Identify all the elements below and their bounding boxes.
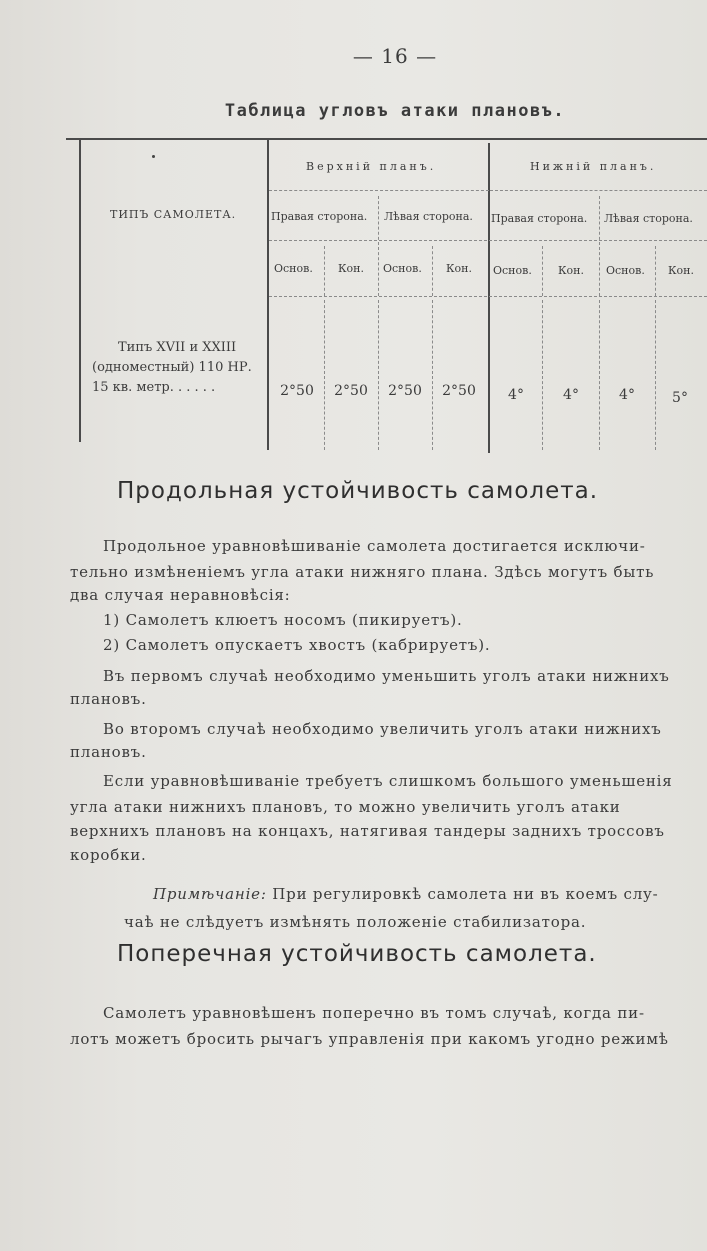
table-header-rule	[269, 240, 707, 241]
note-text: При регулировкѣ самолета ни въ коемъ слу-	[272, 885, 659, 903]
table-body-divider	[324, 300, 325, 450]
text-line: верхнихъ плановъ на концахъ, натягивая тандеры заднихъ троссовъ	[70, 822, 665, 840]
table-subcol-divider	[324, 246, 325, 296]
table-left-rule	[79, 140, 81, 442]
section-heading-longitudinal: Продольная устойчивость самолета.	[117, 478, 599, 504]
ink-speck	[152, 155, 155, 158]
lower-right-end-header: Кон.	[558, 264, 584, 277]
section-heading-lateral: Поперечная устойчивость самолета.	[117, 941, 597, 967]
table-header-rule	[490, 190, 707, 191]
text-line: Если уравновѣшиваніе требуетъ слишкомъ большого уменьшенія	[103, 772, 673, 790]
value-upper-left-end: 2°50	[442, 383, 476, 399]
page-number: — 16 —	[352, 44, 438, 68]
upper-left-end-header: Кон.	[446, 262, 472, 275]
row-type-line2: (одноместный) 110 НР.	[92, 360, 252, 375]
note-line2: чаѣ не слѣдуетъ измѣнять положеніе стабилизатора.	[124, 913, 587, 931]
lower-left-side-header: Лѣвая сторона.	[604, 212, 693, 225]
upper-left-side-header: Лѣвая сторона.	[384, 210, 473, 223]
table-subcol-divider	[655, 246, 656, 296]
table-header-rule	[269, 296, 707, 297]
table-subcol-divider	[432, 246, 433, 296]
table-header-rule	[269, 190, 489, 191]
text-line: 1) Самолетъ клюетъ носомъ (пикируетъ).	[103, 611, 463, 629]
table-body-divider	[432, 300, 433, 450]
lower-right-base-header: Основ.	[493, 264, 532, 277]
table-side-divider	[378, 196, 379, 296]
text-line: угла атаки нижнихъ плановъ, то можно увеличить уголъ атаки	[70, 798, 621, 816]
table-subcol-divider	[542, 246, 543, 296]
upper-plan-header: Верхній планъ.	[306, 160, 437, 173]
note-label: Примѣчаніе:	[153, 885, 267, 903]
lower-left-base-header: Основ.	[606, 264, 645, 277]
upper-right-end-header: Кон.	[338, 262, 364, 275]
text-line: плановъ.	[70, 690, 147, 708]
table-top-rule	[66, 138, 707, 140]
table-body-divider	[378, 300, 379, 450]
upper-right-base-header: Основ.	[274, 262, 313, 275]
text-line: Продольное уравновѣшиваніе самолета достигается исключи-	[103, 537, 646, 555]
value-lower-right-end: 4°	[563, 387, 579, 403]
table-body-divider	[599, 300, 600, 450]
text-line: тельно измѣненіемъ угла атаки нижняго плана. Здѣсь могутъ быть	[70, 563, 655, 581]
row-type-line3: 15 кв. метр. . . . . .	[92, 380, 216, 395]
table-title: Таблица угловъ атаки плановъ.	[224, 101, 566, 121]
table-body-divider	[542, 300, 543, 450]
text-line: два случая неравновѣсія:	[70, 586, 291, 604]
value-lower-left-base: 4°	[619, 387, 635, 403]
lower-right-side-header: Правая сторона.	[491, 212, 588, 225]
upper-left-base-header: Основ.	[383, 262, 422, 275]
value-lower-left-end: 5°	[672, 390, 688, 406]
value-upper-right-base: 2°50	[280, 383, 314, 399]
table-side-divider	[599, 196, 600, 296]
text-line: Въ первомъ случаѣ необходимо уменьшить уголъ атаки нижнихъ	[103, 667, 670, 685]
text-line: лотъ можетъ бросить рычагъ управленія при какомъ угодно режимѣ	[70, 1030, 669, 1048]
text-line: Во второмъ случаѣ необходимо увеличить уголъ атаки нижнихъ	[103, 720, 662, 738]
type-column-header: ТИПЪ САМОЛЕТА.	[110, 208, 237, 221]
lower-plan-header: Нижній планъ.	[530, 160, 657, 173]
table-col-divider	[267, 140, 269, 450]
text-line: Самолетъ уравновѣшенъ поперечно въ томъ случаѣ, когда пи-	[103, 1004, 645, 1022]
value-upper-right-end: 2°50	[334, 383, 368, 399]
row-type-line1: Типъ XVII и XXIII	[118, 340, 237, 355]
lower-left-end-header: Кон.	[668, 264, 694, 277]
value-lower-right-base: 4°	[508, 387, 524, 403]
text-line: 2) Самолетъ опускаетъ хвостъ (кабрируетъ).	[103, 636, 491, 654]
upper-right-side-header: Правая сторона.	[271, 210, 368, 223]
text-line: коробки.	[70, 846, 147, 864]
value-upper-left-base: 2°50	[388, 383, 422, 399]
text-line: плановъ.	[70, 743, 147, 761]
note-line1	[153, 883, 659, 905]
table-body-divider	[655, 300, 656, 450]
